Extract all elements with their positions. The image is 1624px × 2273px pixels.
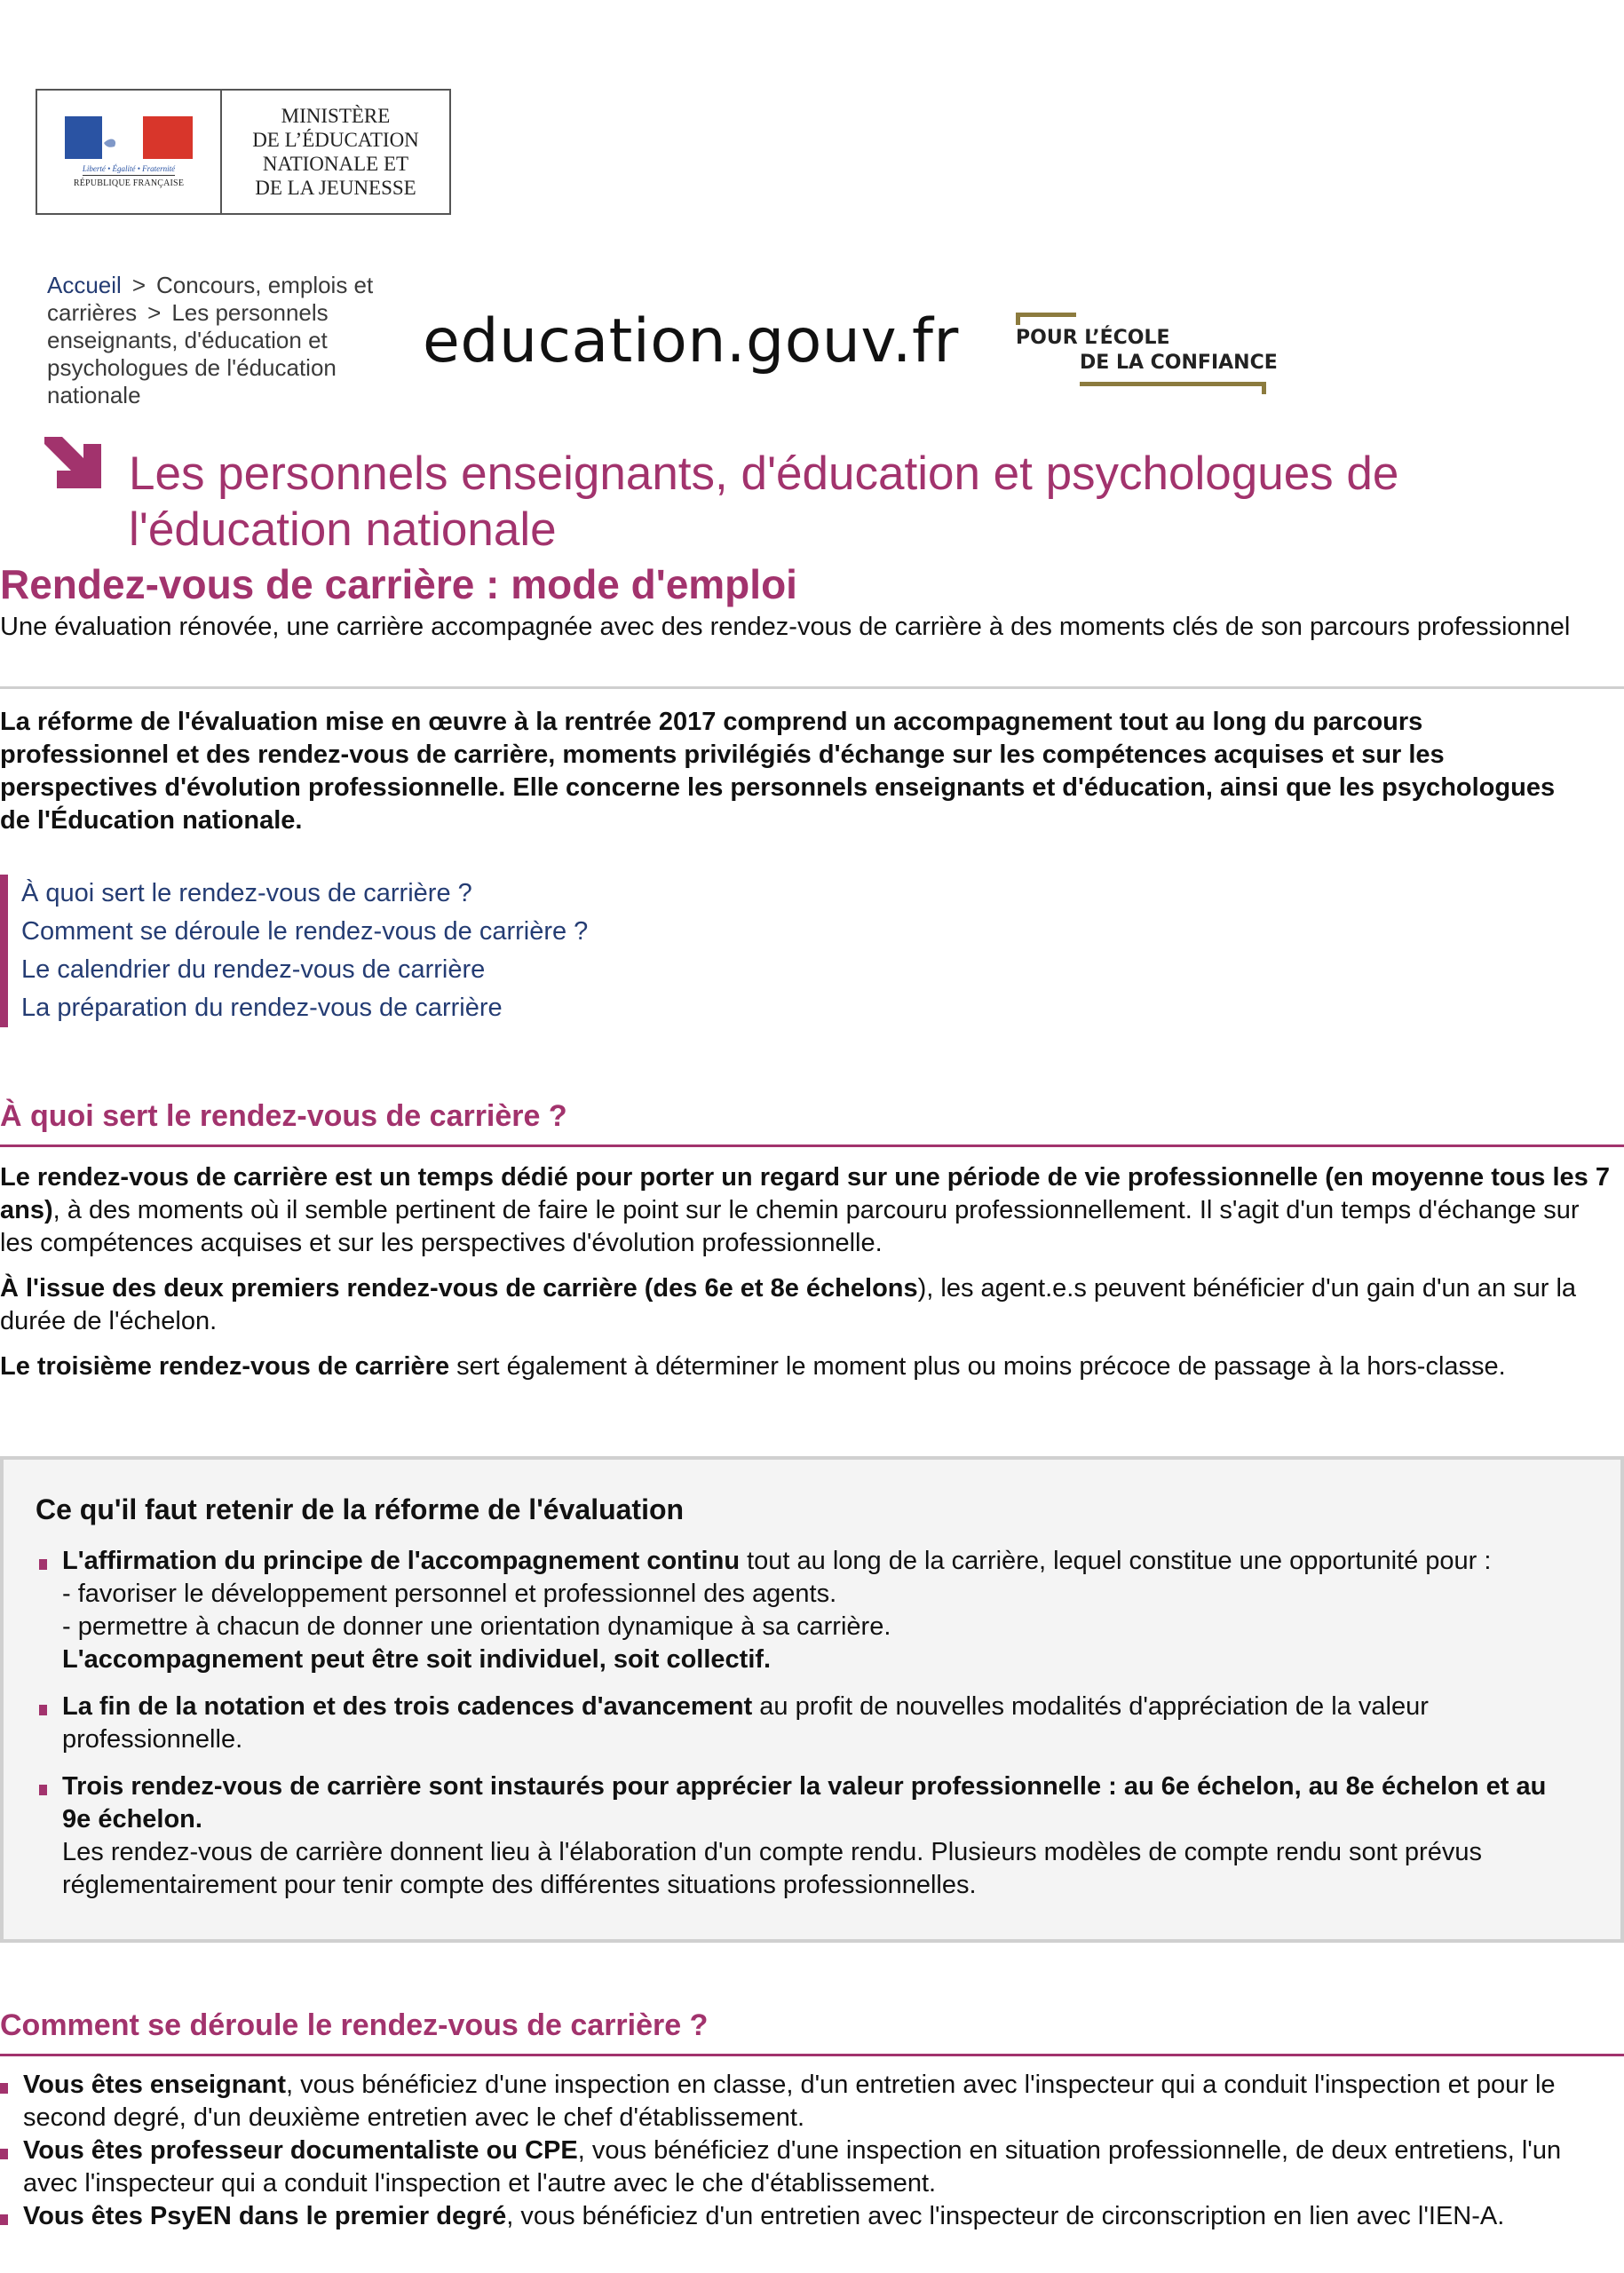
square-bullet-icon [0, 2083, 8, 2094]
item-sub: - permettre à chacun de donner une orientation dynamique à sa carrière. [62, 1612, 891, 1641]
slogan-line1: POUR L’ÉCOLE [1016, 327, 1170, 349]
article-title: Rendez-vous de carrière : mode d'emploi [0, 561, 797, 607]
square-bullet-icon [0, 2149, 8, 2159]
ministry-logo[interactable] [36, 89, 451, 215]
item-text: Les rendez-vous de carrière donnent lieu à l'élaboration d'un compte rendu. Plusieurs modèles de compte rendu sont prévus réglementairement pour tenir compte des différentes situations professionnelles. [62, 1838, 1482, 1899]
ministry-name-line: DE LA JEUNESSE [255, 177, 416, 199]
paragraph-bold: À l'issue des deux premiers rendez-vous de carrière (des 6e et 8e échelons [0, 1274, 918, 1303]
breadcrumb-current: Les personnels enseignants, d'éducation et psychologues de l'éducation nationale [47, 299, 337, 408]
square-bullet-icon [39, 1785, 47, 1795]
toc-link[interactable]: À quoi sert le rendez-vous de carrière ? [21, 879, 472, 907]
key-points-heading: Ce qu'il faut retenir de la réforme de l'évaluation [36, 1493, 685, 1525]
breadcrumb-item[interactable]: Concours, emplois et carrières [47, 272, 374, 326]
slogan-logo [1012, 313, 1279, 398]
section1-body [0, 1161, 1612, 1396]
breadcrumb-home-link[interactable]: Accueil [47, 272, 122, 298]
item-bold: Vous êtes PsyEN dans le premier degré [23, 2202, 507, 2230]
item-text: au profit de nouvelles modalités d'appréciation de la valeur professionnelle. [62, 1692, 1429, 1754]
key-points-box [0, 1456, 1624, 1943]
square-bullet-icon [0, 2214, 8, 2225]
steps-list [0, 2069, 1607, 2233]
toc-link[interactable]: Le calendrier du rendez-vous de carrière [21, 955, 486, 984]
marianne-profile-icon [102, 116, 138, 159]
paragraph-text: , à des moments où il semble pertinent de faire le point sur le chemin parcouru professionnellement. Il s'agit d'un temps d'échange sur les compétences acquises et sur les perspectives d'évolution professionnelle. [0, 1196, 1580, 1257]
square-bullet-icon [39, 1559, 47, 1570]
paragraph [0, 1161, 1612, 1260]
ministry-name [222, 91, 449, 213]
list-item [36, 1770, 1563, 1902]
item-bold-end: L'accompagnement peut être soit individuel, soit collectif. [62, 1645, 772, 1674]
key-points-list [36, 1545, 1563, 1916]
breadcrumb-separator: > [147, 299, 162, 326]
article-lead: Une évaluation rénovée, une carrière accompagnée avec des rendez-vous de carrière à des moments clés de son parcours professionnel [0, 613, 1571, 641]
item-bold: L'affirmation du principe de l'accompagnement continu [62, 1547, 741, 1575]
item-bold: Vous êtes enseignant [23, 2071, 286, 2099]
item-bold: La fin de la notation et des trois cadences d'avancement [62, 1692, 753, 1721]
republic-motto: Liberté • Égalité • Fraternité [83, 164, 175, 176]
french-flag-icon [65, 116, 193, 159]
section-heading: Comment se déroule le rendez-vous de carrière ? [0, 2008, 1624, 2056]
paragraph [0, 1350, 1612, 1383]
list-item [0, 2069, 1607, 2134]
paragraph-text: sert également à déterminer le moment plus ou moins précoce de passage à la hors-classe. [449, 1352, 1506, 1381]
item-text: , vous bénéficiez d'une inspection en classe, d'un entretien avec l'inspecteur qui a conduit l'inspection et pour le second degré, d'un deuxième entretien avec le chef d'établissement. [23, 2071, 1556, 2132]
item-text: , vous bénéficiez d'un entretien avec l'inspecteur de circonscription en lien avec l'IEN-A. [506, 2202, 1505, 2230]
list-item [36, 1691, 1563, 1756]
section-heading: À quoi sert le rendez-vous de carrière ? [0, 1099, 1624, 1147]
ministry-name-line: MINISTÈRE [281, 105, 391, 127]
toc-link[interactable]: Comment se déroule le rendez-vous de carrière ? [21, 917, 589, 946]
list-item [0, 2134, 1607, 2200]
item-bold: Vous êtes professeur documentaliste ou CPE [23, 2136, 578, 2165]
site-logo[interactable]: education.gouv.fr [423, 306, 959, 376]
article-intro: La réforme de l'évaluation mise en œuvre à la rentrée 2017 comprend un accompagnement tout au long du parcours professionnel et des rendez-vous de carrière, moments privilégiés d'échange sur les compétences acquises et sur les perspectives d'évolution professionnelle. Elle concerne les personnels enseignants et d'éducation, ainsi que les psychologues de l'Éducation nationale. [0, 708, 1556, 835]
section-title: Les personnels enseignants, d'éducation et psychologues de l'éducation nationale [129, 447, 1399, 556]
paragraph-bold: Le troisième rendez-vous de carrière [0, 1352, 450, 1381]
republic-label: RÉPUBLIQUE FRANÇAISE [73, 178, 185, 188]
toc-link[interactable]: La préparation du rendez-vous de carrière [21, 994, 503, 1022]
breadcrumb-separator: > [131, 272, 147, 298]
item-text: tout au long de la carrière, lequel constitue une opportunité pour : [740, 1547, 1492, 1575]
list-item [36, 1545, 1563, 1676]
item-text: , vous bénéficiez d'une inspection en situation professionnelle, de deux entretiens, l'un avec l'inspecteur qui a conduit l'inspection et l'autre avec le che d'établissement. [23, 2136, 1562, 2198]
paragraph-bold: Le rendez-vous de carrière est un temps dédié pour porter un regard sur une période de vie professionnelle (en moyenne tous les 7 ans) [0, 1163, 1610, 1224]
item-bold: Trois rendez-vous de carrière sont instaurés pour apprécier la valeur professionnelle : au 6e échelon, au 8e échelon et au 9e échelon. [62, 1772, 1547, 1833]
list-item [0, 2200, 1607, 2233]
paragraph [0, 1272, 1612, 1338]
ministry-name-line: NATIONALE ET [262, 153, 409, 175]
item-sub: - favoriser le développement personnel et professionnel des agents. [62, 1580, 837, 1608]
square-bullet-icon [39, 1705, 47, 1715]
table-of-contents [0, 875, 732, 1027]
divider [0, 686, 1624, 689]
slogan-line2: DE LA CONFIANCE [1080, 352, 1278, 374]
breadcrumb [47, 272, 429, 409]
arrow-down-right-icon [44, 437, 101, 488]
marianne-emblem [37, 91, 222, 213]
paragraph-text: ), les agent.e.s peuvent bénéficier d'un gain d'un an sur la durée de l'échelon. [0, 1274, 1577, 1335]
ministry-name-line: DE L’ÉDUCATION [252, 129, 419, 151]
